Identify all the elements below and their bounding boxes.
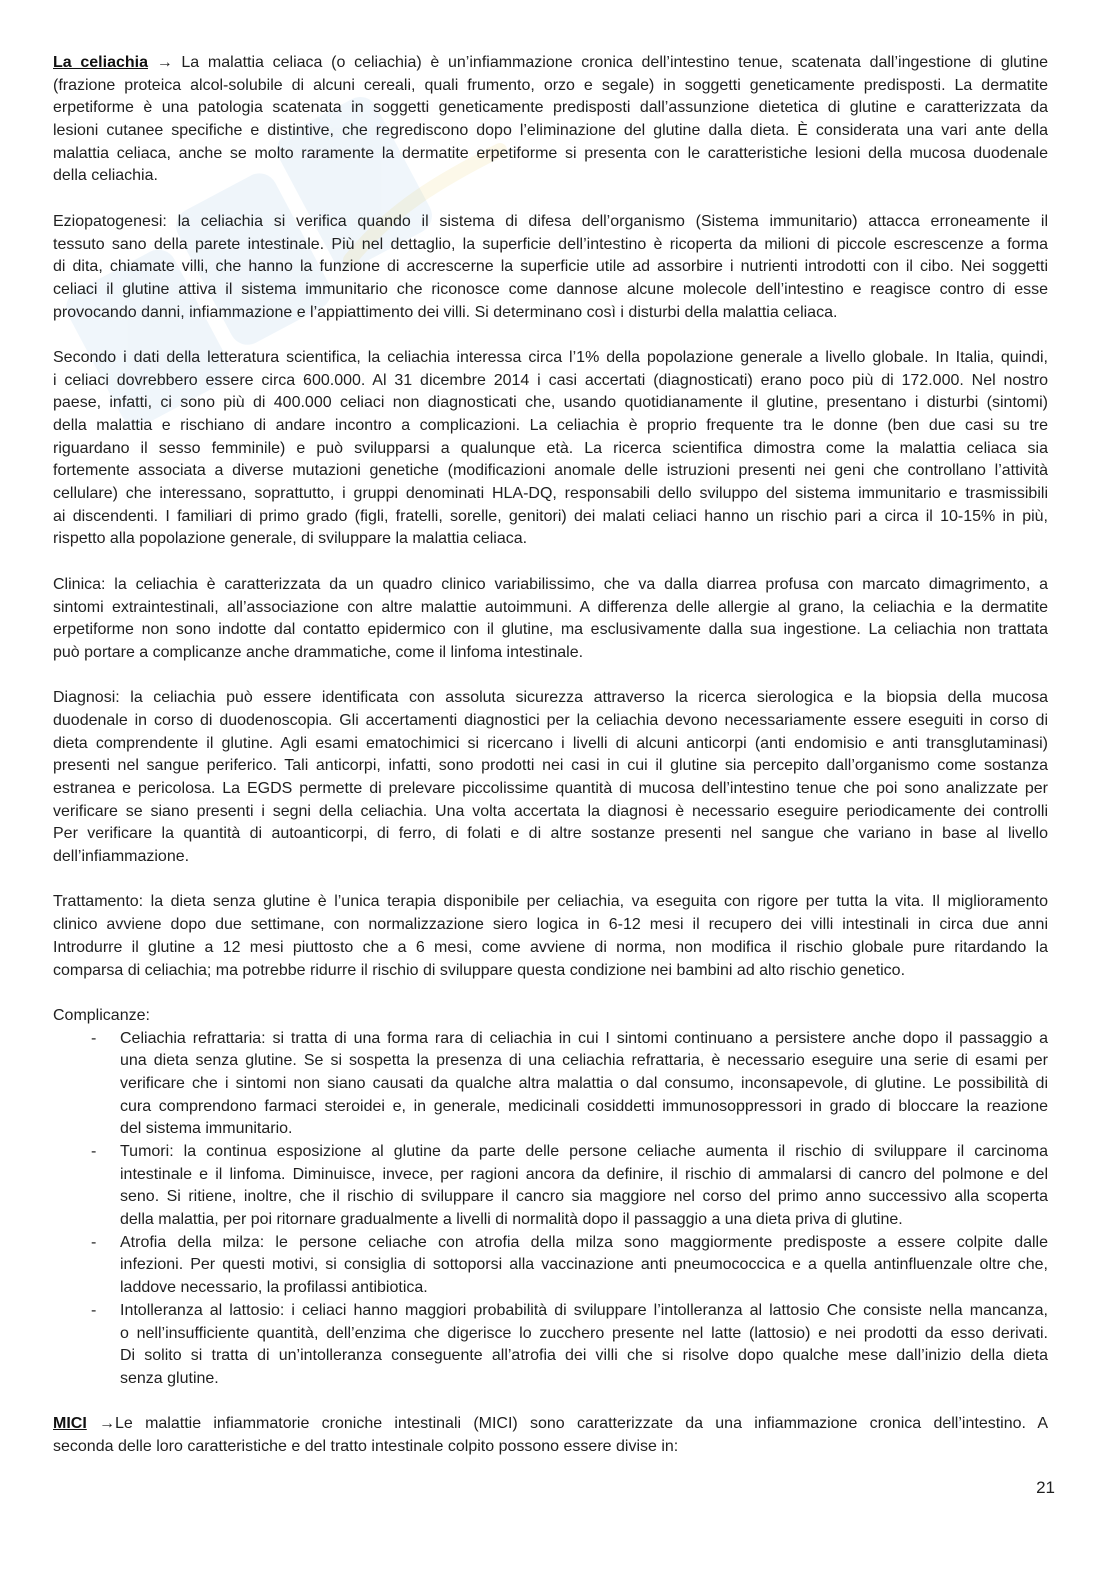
- text-line: cura comprendono farmaci steroidei e, in generale, medicinali cosiddetti immunosoppressori in grado di bloccare la reazione: [120, 1097, 1048, 1115]
- text-run: →Le malattie infiammatorie croniche intestinali (MICI) sono caratterizzate da una infiammazione cronica dell’intestino. A: [86, 1415, 1048, 1433]
- text-line: Eziopatogenesi: la celiachia si verifica quando il sistema di difesa dell’organismo (Sistema immunitario) attacca erroneamente il: [53, 212, 1048, 230]
- text-line: comparsa di celiachia; ma potrebbe ridurre il rischio di sviluppare questa condizione nei bambini ad alto rischio genetico.: [53, 961, 906, 979]
- text-line: della celiachia.: [53, 167, 158, 185]
- text-line: Tumori: la continua esposizione al glutine da parte delle persone celiache aumenta il rischio di sviluppare il carcinoma: [120, 1143, 1048, 1160]
- section-heading-mici: MICI: [53, 1415, 87, 1433]
- text-line: cellulare) che interessano, soprattutto, i gruppi denominati HLA-DQ, responsabili dello sviluppo del sistema immunitario e trasmissibili: [53, 485, 1048, 503]
- text-line: Intolleranza al lattosio: i celiaci hanno maggiori probabilità di sviluppare l’intolleranza al lattosio Che consiste nella mancanza,: [120, 1301, 1048, 1319]
- list-item-intolleranza-lattosio: [91, 1300, 1048, 1391]
- text-line: di dita, chiamate villi, che hanno la funzione di accrescerne la superficie utile ad assorbire i nutrienti introdotti con il cibo. Nei soggetti: [53, 258, 1048, 276]
- section-complicanze: [53, 1005, 1048, 1391]
- text-line: seconda delle loro caratteristiche e del tratto intestinale colpito possono essere divise in:: [53, 1437, 679, 1455]
- list-item-tumori: [91, 1141, 1048, 1232]
- paragraph-eziopatogenesi: [53, 211, 1048, 324]
- text-line: clinico avviene dopo due settimane, con normalizzazione siero logica in 6-12 mesi il recupero dei villi intestinali in circa due anni: [53, 916, 1048, 934]
- text-line: riguardano il sesso femminile) e può svilupparsi a qualunque età. La ricerca scientifica dimostra come la malattia celiaca sia: [53, 439, 1048, 457]
- page-number: 21: [1036, 1478, 1055, 1497]
- text-line: dell’infiammazione.: [53, 848, 190, 866]
- text-line: o nell’insufficiente quantità, dell’enzima che digerisce lo zucchero presente nel latte (lattosio) e nei prodotti da esso derivati.: [120, 1324, 1048, 1342]
- text-line: i celiaci dovrebbero essere circa 600.000. Al 31 dicembre 2014 i casi accertati (diagnosticati) erano poco più di 172.000. Nel nostro: [53, 371, 1048, 389]
- text-line: erpetiforme è una patologia scatenata in soggetti geneticamente predisposti dall’assunzione dietetica di glutine e caratterizzata da: [53, 99, 1048, 117]
- list-bullet: -: [91, 1301, 97, 1319]
- text-line: [53, 52, 1048, 75]
- paragraph-clinica: [53, 574, 1048, 665]
- text-line: duodenale in corso di duodenoscopia. Gli accertamenti diagnostici per la celiachia devono necessariamente essere eseguiti in corso di: [53, 711, 1048, 729]
- text-line: provocando danni, infiammazione e l’appiattimento dei villi. Si determinano così i disturbi della malattia celiaca.: [53, 303, 838, 321]
- list-item-atrofia-milza: [91, 1232, 1048, 1300]
- section-heading-celiachia: La celiachia: [53, 54, 148, 71]
- text-line: ai discendenti. I familiari di primo grado (figli, fratelli, sorelle, genitori) dei malati celiaci hanno un rischio pari a circa il 10-15% in più,: [53, 507, 1048, 525]
- text-line: della malattia, per poi ritornare gradualmente a livelli di normalità dopo il passaggio a una dieta priva di glutine.: [120, 1211, 903, 1229]
- text-line: senza glutine.: [120, 1369, 219, 1387]
- list-bullet: -: [91, 1143, 97, 1160]
- text-line: Secondo i dati della letteratura scientifica, la celiachia interessa circa l’1% della popolazione generale a livello globale. In Italia, quindi,: [53, 348, 1048, 366]
- text-line: presenti nel sangue periferico. Tali anticorpi, infatti, sono prodotti nei casi in cui il glutine sia percepito dall’organismo come sostanza: [53, 757, 1048, 775]
- text-line: rispetto alla popolazione generale, di sviluppare la malattia celiaca.: [53, 530, 528, 548]
- paragraph-diagnosi: [53, 687, 1048, 869]
- text-line: celiaci il glutine attiva il sistema immunitario che riconosce come dannose alcune molecole dell’intestino e reagisce contro di esse: [53, 280, 1048, 298]
- text-line: malattia celiaca, anche se molto raramente la dermatite erpetiforme si presenta con le caratteristiche lesioni della mucosa duodenale: [53, 144, 1048, 162]
- text-line: seno. Si ritiene, inoltre, che il rischio di sviluppare il cancro sia maggiore nel corso del primo anno successivo alla scoperta: [120, 1188, 1048, 1206]
- text-line: estranea e pericolosa. La EGDS permette di prelevare piccolissime quantità di mucosa dell’intestino tenue che poi sono analizzate per: [53, 780, 1048, 797]
- text-line: dieta comprendente il glutine. Agli esami ematochimici si ricercano i livelli di alcuni anticorpi (anti endomisio e anti transglutaminasi): [53, 734, 1048, 752]
- paragraph-epidemiologia: [53, 347, 1048, 551]
- text-line: intestinale e il linfoma. Diminuisce, invece, per ragioni ancora da definire, il rischio di ammalarsi di cancro del polmone e del: [120, 1165, 1048, 1183]
- document-page: [53, 52, 1048, 1481]
- complicanze-title: Complicanze:: [53, 1006, 150, 1024]
- text-line: Per verificare la quantità di autoanticorpi, di ferro, di folati e di altre sostanze presenti nel sangue che variano in base al livello: [53, 825, 1048, 843]
- text-line: una dieta senza glutine. Se si sospetta la presenza di una celiachia refrattaria, è necessario eseguire una serie di esami per: [120, 1052, 1048, 1070]
- paragraph-mici: [53, 1413, 1048, 1458]
- list-item-celiachia-refrattaria: [91, 1028, 1048, 1141]
- complications-list: [91, 1028, 1048, 1391]
- text-line: fortemente associata a diverse mutazioni genetiche (modificazioni anomale delle istruzioni presenti nei geni che controllano l’attività: [53, 462, 1048, 480]
- text-line: della malattia e rischiano di andare incontro a complicazioni. La celiachia è proprio frequente tra le donne (ben due casi su tre: [53, 417, 1048, 434]
- text-run: → La malattia celiaca (o celiachia) è un’infiammazione cronica dell’intestino tenue, scatenata dall’ingestione di glutine: [147, 54, 1048, 71]
- text-line: erpetiforme non sono indotte dal contatto epidermico con il glutine, ma esclusivamente dalla sua ingestione. La celiachia non trattata: [53, 621, 1048, 639]
- text-line: tessuto sano della parete intestinale. Più nel dettaglio, la superficie dell’intestino è ricoperta da milioni di piccole escrescenze a forma: [53, 235, 1048, 253]
- paragraph-trattamento: [53, 891, 1048, 982]
- text-line: infezioni. Per questi motivi, si consiglia di sottoporsi alla vaccinazione anti pneumococcica e a quella antinfluenzale oltre che,: [120, 1256, 1048, 1274]
- text-line: Diagnosi: la celiachia può essere identificata con assoluta sicurezza attraverso la ricerca sierologica e la biopsia della mucosa: [53, 689, 1048, 707]
- text-line: può portare a complicanze anche drammatiche, come il linfoma intestinale.: [53, 643, 584, 661]
- text-line: (frazione proteica alcol-solubile di alcuni cereali, quali frumento, orzo e segale) in soggetti geneticamente predisposti. La dermatite: [53, 76, 1048, 94]
- text-line: laddove necessario, la profilassi antibiotica.: [120, 1279, 428, 1297]
- list-bullet: -: [91, 1233, 97, 1251]
- text-line: lesioni cutanee specifiche e distintive, che regrediscono dopo l’eliminazione del glutine dalla dieta. È considerata una vari ante della: [53, 122, 1048, 140]
- text-line: Celiachia refrattaria: si tratta di una forma rara di celiachia in cui I sintomi continuano a persistere anche dopo il passaggio a: [120, 1029, 1048, 1047]
- text-line: paese, infatti, ci sono più di 400.000 celiaci non diagnosticati che, usando quotidianamente il glutine, presentano i disturbi (sintomi): [53, 394, 1048, 412]
- paragraph-celiachia: [53, 52, 1048, 188]
- text-line: Atrofia della milza: le persone celiache con atrofia della milza sono maggiormente predisposte a essere colpite dalle: [120, 1233, 1048, 1251]
- text-line: sintomi extraintestinali, all’associazione con altre malattie autoimmuni. A differenza delle allergie al grano, la celiachia e la dermatite: [53, 598, 1048, 616]
- text-line: Trattamento: la dieta senza glutine è l’unica terapia disponibile per celiachia, va eseguita con rigore per tutta la vita. Il miglioramento: [53, 893, 1048, 911]
- text-line: verificare che i sintomi non siano causati da qualche altra malattia o dal consumo, inconsapevole, di glutine. Le possibilità di: [120, 1074, 1048, 1092]
- text-line: Clinica: la celiachia è caratterizzata da un quadro clinico variabilissimo, che va dalla diarrea profusa con marcato dimagrimento, a: [53, 575, 1048, 593]
- text-line: Di solito si tratta di un’intolleranza conseguente all’atrofia dei villi che si risolve dopo qualche mese dall’inizio della dieta: [120, 1347, 1048, 1365]
- text-line: verificare se siano presenti i segni della celiachia. Una volta accertata la diagnosi è necessario eseguire periodicamente dei controlli: [53, 802, 1048, 820]
- text-line: [53, 1413, 1048, 1436]
- text-line: del sistema immunitario.: [120, 1120, 293, 1138]
- text-line: Introdurre il glutine a 12 mesi piuttosto che a 6 mesi, come avviene di norma, non modifica il rischio globale pure ritardando la: [53, 938, 1048, 956]
- list-bullet: -: [91, 1029, 97, 1047]
